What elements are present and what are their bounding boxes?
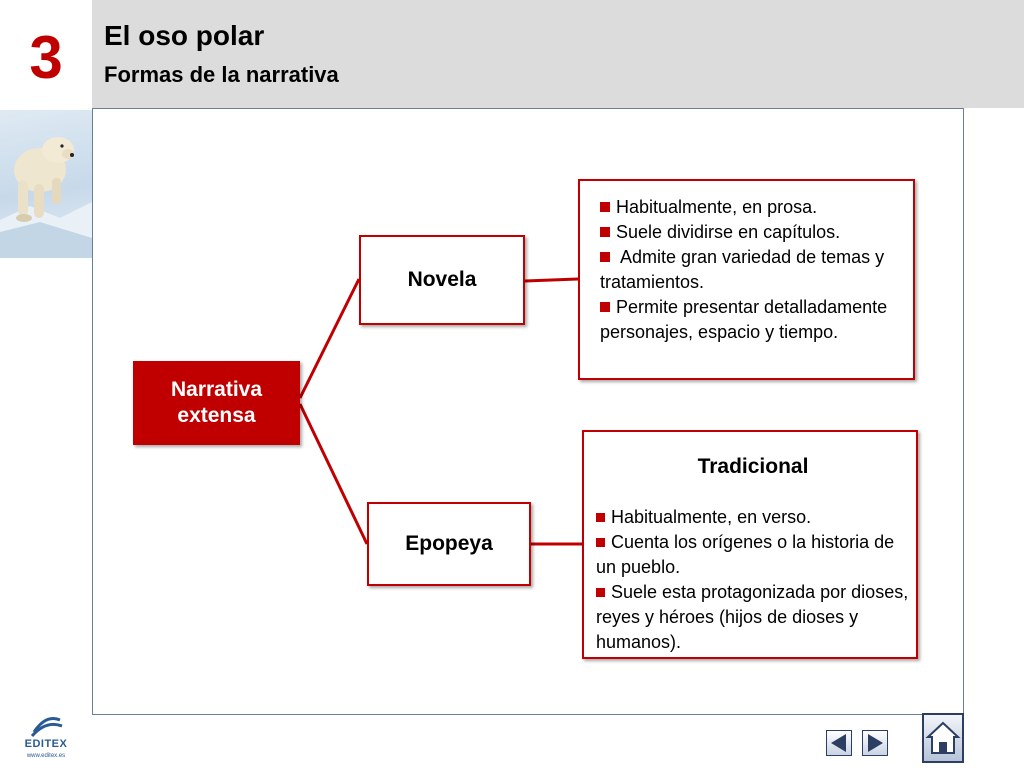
polar-bear-illustration bbox=[0, 110, 92, 258]
page-subtitle: Formas de la narrativa bbox=[104, 62, 339, 87]
epopeya-detail-heading: Tradicional bbox=[697, 455, 809, 478]
chapter-number: 3 bbox=[29, 24, 63, 91]
bullet-square-icon bbox=[600, 252, 610, 262]
novela-bullet: Admite gran variedad de temas y tratamientos. bbox=[600, 247, 885, 292]
novela-detail-box bbox=[578, 179, 915, 380]
previous-arrow-icon bbox=[827, 731, 851, 755]
epopeya-bullet: Suele esta protagonizada por dioses, reyes y héroes (hijos de dioses y humanos). bbox=[596, 582, 909, 652]
logo-text: EDITEX bbox=[24, 738, 68, 750]
bullet-square-icon bbox=[600, 227, 610, 237]
logo-url: www.editex.es bbox=[26, 753, 66, 759]
node-epopeya: Epopeya bbox=[367, 502, 531, 586]
next-arrow-icon bbox=[863, 731, 887, 755]
node-novela: Novela bbox=[359, 235, 525, 325]
editex-logo bbox=[16, 712, 76, 760]
node-narrativa-extensa: Narrativa extensa bbox=[133, 361, 300, 445]
polar-bear-photo bbox=[0, 110, 92, 258]
novela-bullet: Permite presentar detalladamente personajes, espacio y tiempo. bbox=[600, 297, 888, 342]
epopeya-bullet: Cuenta los orígenes o la historia de un pueblo. bbox=[596, 532, 895, 577]
epopeya-bullet: Habitualmente, en verso. bbox=[596, 505, 910, 530]
epopeya-detail-box bbox=[582, 430, 918, 659]
home-button[interactable] bbox=[922, 713, 964, 763]
novela-bullet: Suele dividirse en capítulos. bbox=[600, 220, 903, 245]
novela-bullet: Habitualmente, en prosa. bbox=[600, 195, 903, 220]
page-title: El oso polar bbox=[104, 20, 265, 51]
next-button[interactable] bbox=[862, 730, 888, 756]
bullet-square-icon bbox=[596, 513, 605, 522]
previous-button[interactable] bbox=[826, 730, 852, 756]
header-bar bbox=[92, 0, 1024, 108]
bullet-square-icon bbox=[596, 538, 605, 547]
bullet-square-icon bbox=[600, 202, 610, 212]
bullet-square-icon bbox=[596, 588, 605, 597]
editex-logo-icon bbox=[16, 712, 76, 738]
chapter-marker bbox=[0, 0, 92, 108]
bullet-square-icon bbox=[600, 302, 610, 312]
home-icon bbox=[924, 715, 962, 761]
